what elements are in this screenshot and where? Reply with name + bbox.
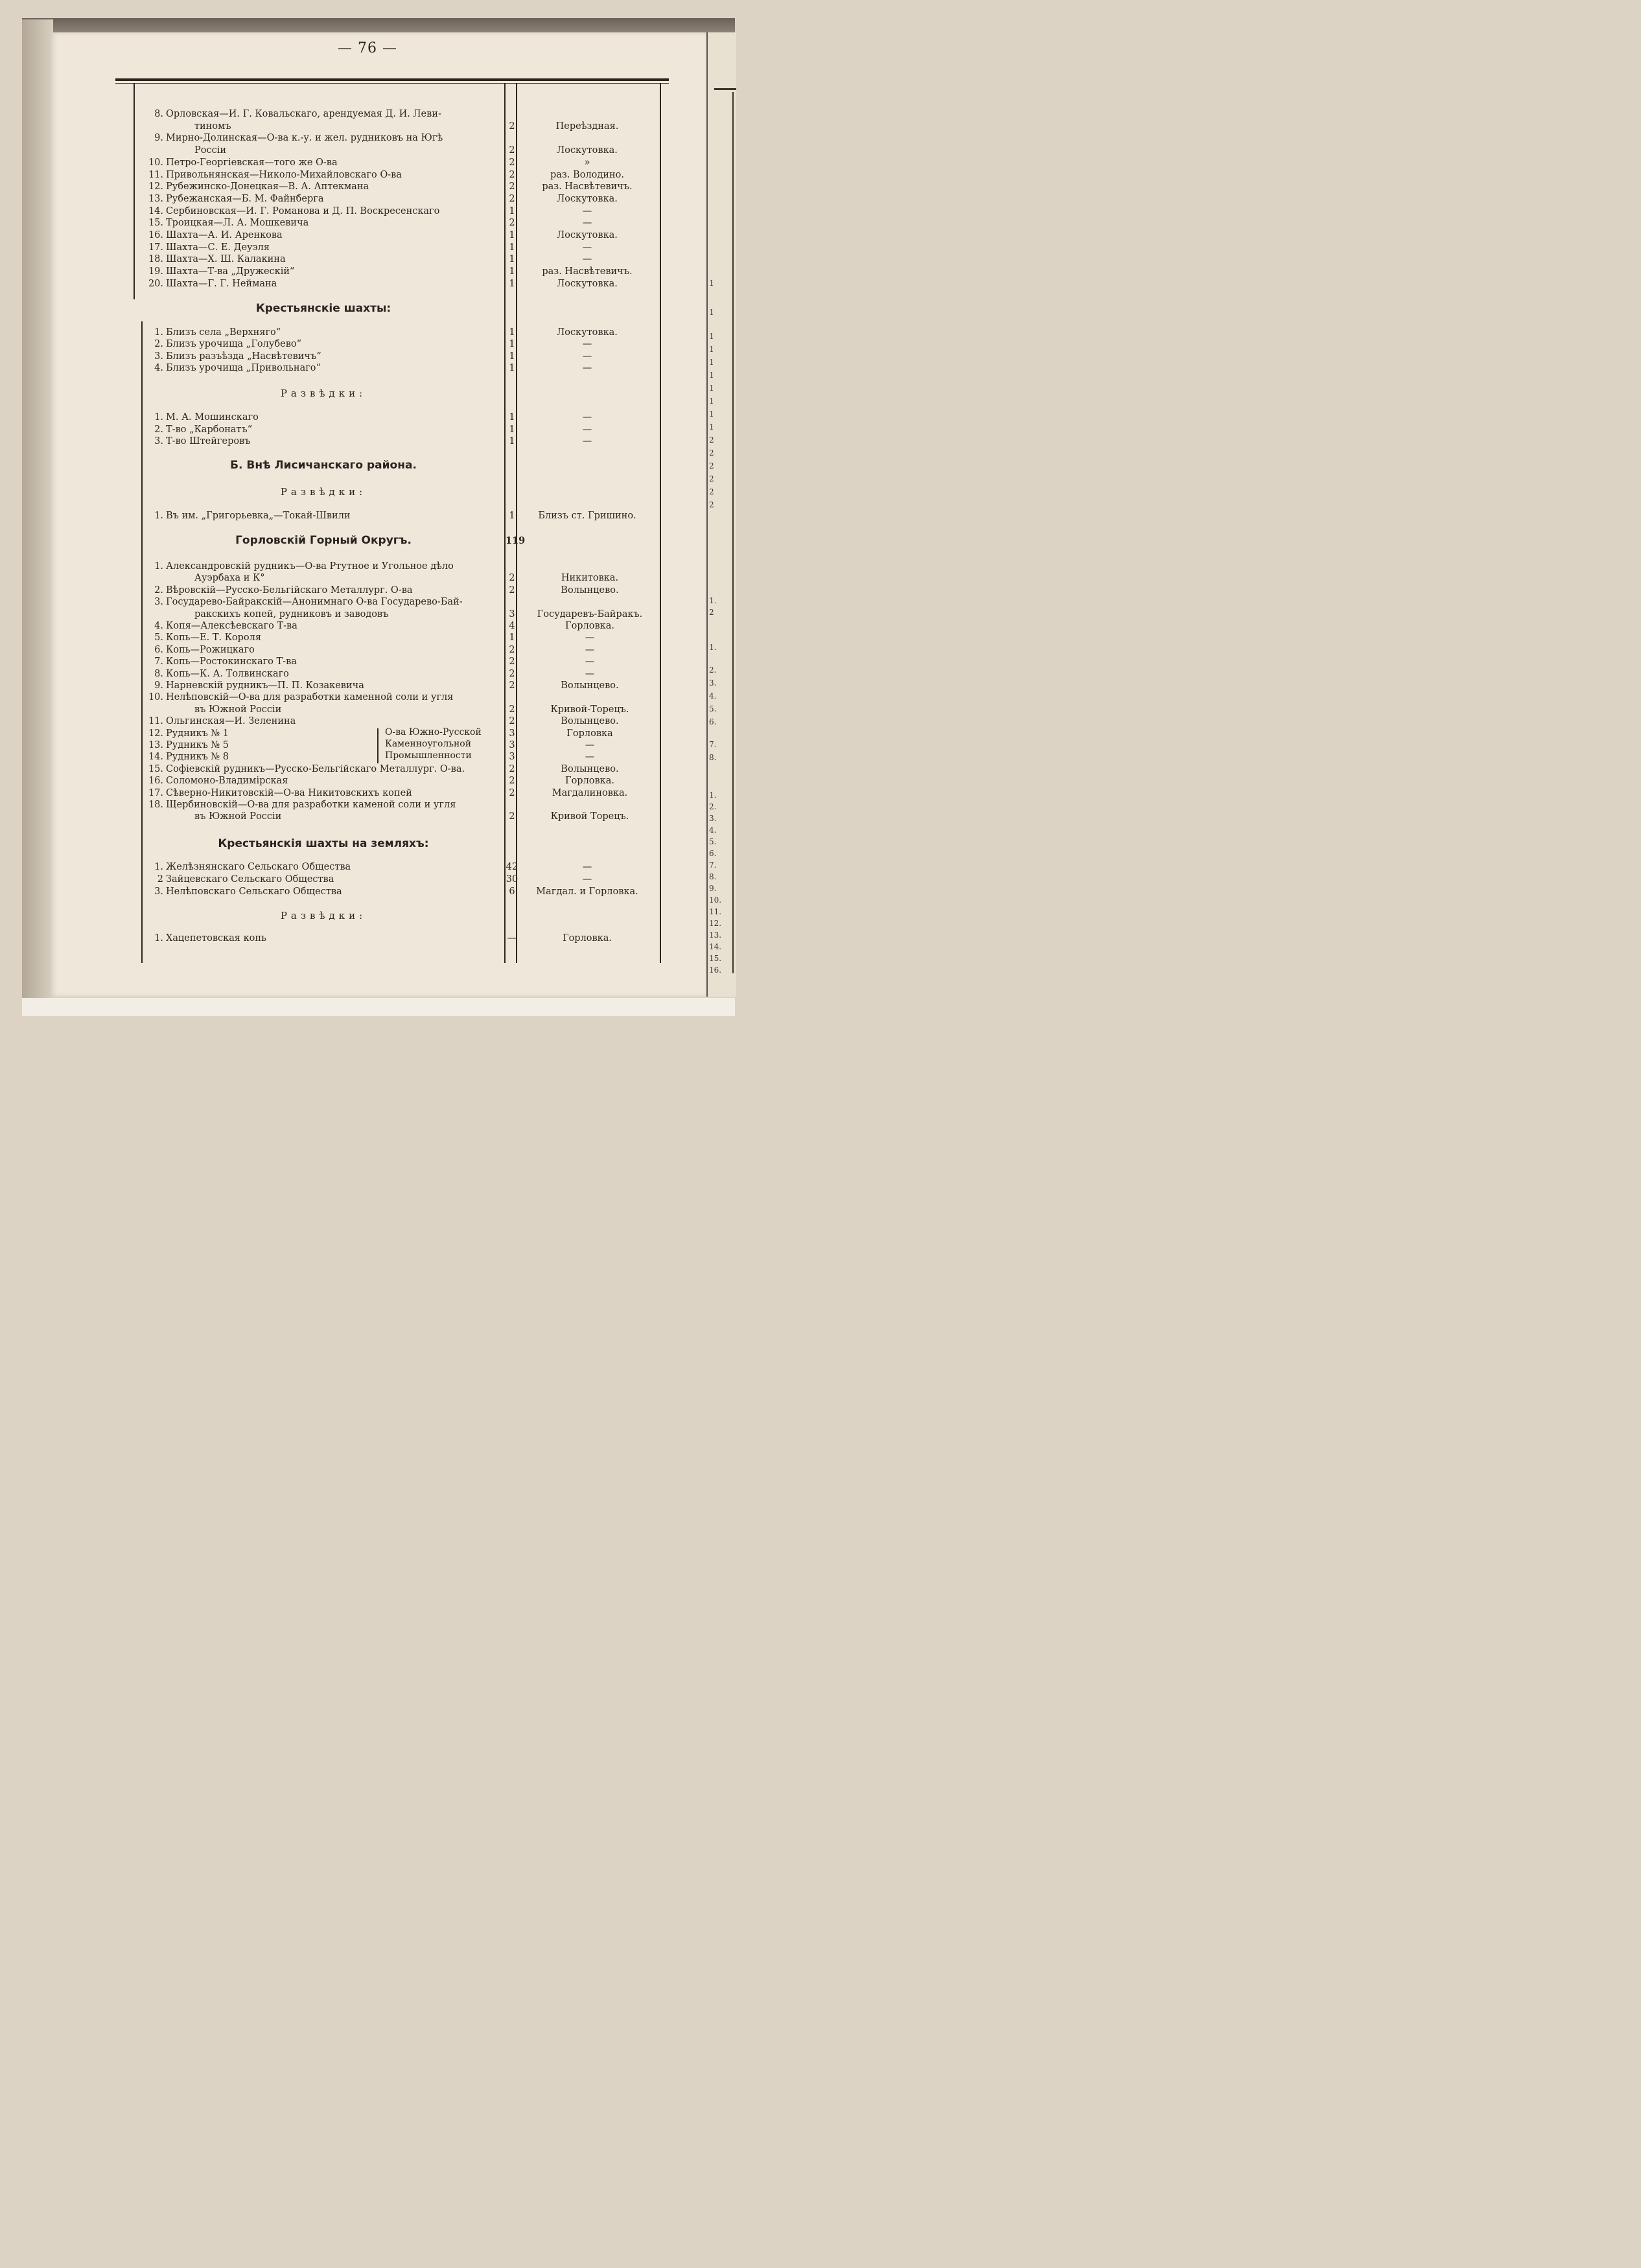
- row-count: 2: [509, 716, 515, 727]
- row-count: 2: [509, 811, 515, 822]
- row-location: Горловка.: [564, 776, 615, 787]
- row-name: М. А. Мошинскаго: [166, 412, 259, 422]
- table-row-values: [0, 874, 735, 886]
- row-name: Копь—Рожицкаго: [166, 644, 255, 655]
- row-number: 18.: [148, 254, 163, 265]
- row-count: 1: [509, 362, 515, 373]
- adjacent-page-number: 11.: [709, 907, 722, 916]
- row-name: Рубежанская—Б. М. Файнберга: [166, 193, 324, 204]
- adjacent-page-number: 3.: [709, 814, 717, 823]
- row-number: 18.: [148, 800, 163, 810]
- section-heading-peasant-mines: Крестьянскіе шахты:: [255, 302, 391, 315]
- row-name: Шахта—Х. Ш. Калакина: [166, 254, 286, 265]
- table-row-values: [0, 680, 735, 693]
- row-location: Волынцево.: [561, 763, 619, 774]
- row-count: 2: [509, 584, 515, 596]
- row-name: Копь—Е. Т. Короля: [166, 632, 262, 643]
- table-row-values: [0, 645, 735, 657]
- row-location: Лоскутовка.: [557, 230, 618, 240]
- page-number: — 76 —: [338, 40, 397, 56]
- row-number: 16.: [148, 230, 163, 240]
- row-name: Близъ урочища „Голубево“: [166, 339, 302, 350]
- adjacent-page-number: 8.: [709, 872, 717, 881]
- bracket-label: Каменноугольной: [385, 739, 472, 749]
- row-name: Шахта—Т-ва „Дружескій“: [166, 266, 295, 277]
- row-name: Сербиновская—И. Г. Романова и Д. П. Воскресенскаго: [166, 205, 440, 216]
- row-location: Государевъ-Байракъ.: [537, 608, 643, 619]
- table-row-values: [0, 339, 735, 351]
- row-number: 7.: [154, 656, 163, 667]
- adjacent-page-number: 1.: [709, 596, 717, 605]
- table-row-values: [0, 656, 735, 669]
- adjacent-page-number: 6.: [709, 717, 717, 726]
- bracket-label: Промышленности: [385, 750, 472, 761]
- row-location: —: [585, 740, 595, 750]
- row-location: Переѣздная.: [555, 121, 619, 132]
- table-row-values: [0, 585, 735, 597]
- row-count: 2: [509, 763, 515, 774]
- row-count: 1: [509, 254, 515, 265]
- row-location: —: [582, 436, 592, 446]
- table-row-values: [0, 121, 735, 133]
- row-name: Т-во Штейгеровъ: [166, 436, 251, 446]
- table-row-values: [0, 424, 735, 437]
- row-location: Горловка.: [562, 933, 612, 943]
- table-row-values: [0, 764, 735, 776]
- row-location: —: [582, 242, 592, 253]
- row-location: —: [582, 254, 592, 265]
- row-location: Лоскутовка.: [557, 278, 618, 289]
- row-number: 10.: [148, 157, 163, 168]
- table-row-values: [0, 669, 735, 681]
- table-row-values: [0, 716, 735, 728]
- row-location: —: [585, 644, 595, 655]
- row-count: 2: [509, 704, 515, 715]
- top-rule-thin: [115, 83, 669, 84]
- row-count: 2: [509, 121, 515, 132]
- table-row-values: [0, 704, 735, 717]
- row-number: 19.: [148, 266, 163, 277]
- row-number: 12.: [148, 181, 163, 192]
- row-number: 11.: [148, 716, 163, 727]
- table-row-values: [0, 788, 735, 800]
- row-count: 1: [509, 278, 515, 289]
- adjacent-page-number: 1: [709, 279, 714, 288]
- row-location: —: [582, 362, 592, 373]
- row-count: 3: [509, 608, 515, 619]
- row-location: —: [582, 874, 592, 885]
- table-row-values: [0, 351, 735, 364]
- table-row-values: [0, 609, 735, 621]
- table-row-values: [0, 279, 735, 291]
- row-count: 2: [509, 193, 515, 204]
- table-row-values: [0, 194, 735, 206]
- row-number: 12.: [148, 728, 163, 739]
- adjacent-page-number: 1: [709, 345, 714, 354]
- row-number: 4.: [154, 362, 163, 373]
- table-row-values: [0, 157, 735, 170]
- row-name: Копь—К. А. Толвинскаго: [166, 668, 289, 679]
- row-name: Рудникъ № 5: [166, 740, 229, 750]
- table-row-values: [0, 776, 735, 788]
- row-location: раз. Насвѣтевичъ.: [542, 266, 633, 277]
- row-name: Зайцевскаго Сельскаго Общества: [166, 874, 334, 885]
- row-name: Софіевскій рудникъ—Русско-Бельгійскаго Металлург. О-ва.: [166, 763, 465, 774]
- row-location: —: [582, 412, 592, 422]
- row-location: раз. Насвѣтевичъ.: [542, 181, 633, 192]
- row-location: Близъ ст. Гришино.: [538, 511, 636, 521]
- row-location: Кривой-Торецъ.: [550, 704, 629, 715]
- adjacent-page-number: 3.: [709, 678, 717, 688]
- adjacent-page-number: 2: [709, 448, 714, 457]
- row-number: 13.: [148, 193, 163, 204]
- row-name: Рудникъ № 1: [166, 728, 229, 739]
- row-location: Волынцево.: [561, 716, 619, 727]
- row-number: 5.: [154, 632, 163, 643]
- adjacent-page-number: 14.: [709, 942, 722, 951]
- table-row-values: [0, 242, 735, 255]
- top-rule: [115, 78, 669, 81]
- row-number: 6.: [154, 644, 163, 655]
- row-count: 2: [509, 181, 515, 192]
- adjacent-page-number: 16.: [709, 966, 722, 975]
- row-name: Желѣзнянскаго Сельскаго Общества: [166, 862, 351, 872]
- row-number: 2.: [154, 584, 163, 596]
- row-count: 1: [509, 351, 515, 362]
- row-number: 14.: [148, 752, 163, 763]
- table-row: [0, 800, 735, 812]
- row-location: —: [582, 205, 592, 216]
- section-heading-outside-district: Б. Внѣ Лисичанскаго района.: [230, 459, 417, 472]
- row-name: Вѣровскій—Русско-Бельгійскаго Металлург. О-ва: [166, 584, 413, 596]
- row-name: Александровскій рудникъ—О-ва Ртутное и Угольное дѣло: [166, 561, 454, 572]
- adjacent-page-number: 2: [709, 461, 714, 470]
- row-count: 1: [509, 327, 515, 338]
- row-number: 1.: [154, 862, 163, 872]
- row-number: 9.: [154, 133, 163, 144]
- table-row-values: [0, 886, 735, 899]
- row-count: 2: [509, 680, 515, 691]
- adjacent-page-number: 5.: [709, 704, 717, 713]
- row-location: Никитовка.: [561, 573, 619, 584]
- adjacent-page-number: 2: [709, 500, 714, 509]
- row-name: Мирно-Долинская—О-ва к.-у. и жел. рудниковъ на Югѣ: [166, 133, 443, 144]
- table-row-values: [0, 573, 735, 585]
- row-location: Горловка: [566, 728, 613, 739]
- row-name: Орловская—И. Г. Ковальскаго, арендуемая Д. И. Леви-: [166, 109, 441, 119]
- row-count: 2: [509, 668, 515, 679]
- row-count: 1: [509, 436, 515, 446]
- row-number: 3.: [154, 597, 163, 608]
- row-count: 3: [509, 728, 515, 739]
- table-row-values: [0, 230, 735, 242]
- row-number: 3.: [154, 436, 163, 446]
- row-name: Нелѣповскаго Сельскаго Общества: [166, 886, 342, 897]
- row-number: 14.: [148, 205, 163, 216]
- row-location: раз. Володино.: [550, 169, 624, 180]
- table-row-values: [0, 740, 735, 752]
- table-row-values: [0, 632, 735, 645]
- row-location: Кривой Торецъ.: [550, 811, 629, 822]
- row-number: 1.: [154, 327, 163, 338]
- row-location: —: [585, 668, 595, 679]
- adjacent-page-number: 2: [709, 608, 714, 617]
- table-row: [0, 597, 735, 609]
- adjacent-page-number: 1: [709, 371, 714, 380]
- adjacent-page-number: 4.: [709, 691, 717, 700]
- row-number: 10.: [148, 692, 163, 703]
- row-name: Шахта—С. Е. Деуэля: [166, 242, 270, 253]
- row-number: 2.: [154, 339, 163, 350]
- adjacent-page-number: 12.: [709, 919, 722, 928]
- bracket-line: [377, 728, 378, 763]
- adjacent-page-number: 2.: [709, 665, 717, 675]
- row-count: 3: [509, 752, 515, 763]
- row-location: Лоскутовка.: [557, 145, 618, 156]
- row-location: —: [582, 218, 592, 229]
- section-heading-outside-razvedki: Развѣдки:: [280, 486, 367, 498]
- row-location: —: [582, 351, 592, 362]
- row-name: Близъ разъѣзда „Насвѣтевичъ“: [166, 351, 321, 362]
- row-name: Щербиновскій—О-ва для разработки каменой соли и угля: [166, 800, 456, 810]
- row-count: 1: [509, 266, 515, 277]
- bracket-label: О-ва Южно-Русской: [385, 727, 482, 737]
- row-number: 8.: [154, 668, 163, 679]
- row-count: 1: [509, 412, 515, 422]
- row-name-continuation: въ Южной Россіи: [194, 811, 282, 822]
- row-count: 2: [509, 573, 515, 584]
- adjacent-page-number: 6.: [709, 849, 717, 858]
- table-row-values: [0, 181, 735, 194]
- row-name: Копя—Алексѣевскаго Т-ва: [166, 621, 297, 631]
- row-name: Государево-Байракскій—Анонимнаго О-ва Государево-Бай-: [166, 597, 463, 608]
- row-count: 2: [509, 776, 515, 787]
- row-name: Петро-Георгіевская—того же О-ва: [166, 157, 338, 168]
- row-name: Копь—Ростокинскаго Т-ва: [166, 656, 297, 667]
- row-name: Шахта—А. И. Аренкова: [166, 230, 283, 240]
- row-number: 2.: [154, 424, 163, 435]
- row-name: Привольнянская—Николо-Михайловскаго О-ва: [166, 169, 402, 180]
- row-number: 1.: [154, 561, 163, 572]
- row-location: Магдалиновка.: [552, 787, 628, 798]
- row-number: 3.: [154, 886, 163, 897]
- row-number: 4.: [154, 621, 163, 631]
- adjacent-page-number: 7.: [709, 740, 717, 749]
- row-number: 1.: [154, 412, 163, 422]
- adjacent-page-number: 7.: [709, 861, 717, 870]
- row-count: 1: [509, 511, 515, 521]
- row-count: 4: [509, 621, 515, 631]
- row-name: Нелѣповскій—О-ва для разработки каменной соли и угля: [166, 692, 454, 703]
- row-number: 9.: [154, 680, 163, 691]
- adjacent-page-number: 2: [709, 435, 714, 445]
- row-count: 2: [509, 169, 515, 180]
- table-row-values: [0, 412, 735, 424]
- row-name: Рубежинско-Донецкая—В. А. Аптекмана: [166, 181, 369, 192]
- adjacent-page-number: 8.: [709, 753, 717, 762]
- row-count: 1: [509, 632, 515, 643]
- row-name: Рудникъ № 8: [166, 752, 229, 763]
- row-number: 15.: [148, 218, 163, 229]
- table-row: [0, 561, 735, 573]
- row-location: Волынцево.: [561, 680, 619, 691]
- row-name-continuation: Ауэрбаха и К°: [194, 573, 265, 584]
- row-count: 2: [509, 644, 515, 655]
- row-name: Троицкая—Л. А. Мошкевича: [166, 218, 309, 229]
- table-row-values: [0, 862, 735, 874]
- adjacent-page-number: 1: [709, 358, 714, 367]
- table-row-values: [0, 436, 735, 448]
- row-name: Близъ села „Верхняго“: [166, 327, 281, 338]
- table-row-values: [0, 327, 735, 340]
- row-name: Ольгинская—И. Зеленина: [166, 716, 296, 727]
- row-name: Нарневскій рудникъ—П. П. Козакевича: [166, 680, 364, 691]
- row-name-continuation: Россіи: [194, 145, 227, 156]
- section-heading-gorlovka-peasant: Крестьянскія шахты на земляхъ:: [218, 837, 429, 850]
- row-name-continuation: въ Южной Россіи: [194, 704, 282, 715]
- table-row-values: [0, 752, 735, 764]
- row-count: 1: [509, 339, 515, 350]
- row-count: 42: [506, 862, 518, 872]
- row-count: 2: [509, 157, 515, 168]
- row-name: Въ им. „Григорьевка„—Токай-Швили: [166, 511, 351, 521]
- adjacent-page-number: 2: [709, 487, 714, 496]
- row-location: —: [585, 656, 595, 667]
- section-heading-gorlovka-district: Горловскій Горный Округъ.: [235, 534, 412, 547]
- table-row: [0, 692, 735, 704]
- row-count: 1: [509, 205, 515, 216]
- row-name: Близъ урочища „Привольнаго“: [166, 362, 321, 373]
- row-location: —: [585, 632, 595, 643]
- row-name: Хацепетовская копь: [166, 933, 266, 943]
- table-row-values: [0, 933, 735, 945]
- row-location: —: [582, 424, 592, 435]
- row-count: 30: [506, 874, 518, 885]
- table-row-values: [0, 363, 735, 375]
- table-row-values: [0, 206, 735, 218]
- row-count: —: [507, 933, 517, 943]
- adjacent-page-number: 1: [709, 332, 714, 341]
- table-row-values: [0, 170, 735, 182]
- section-heading-gorlovka-razvedki: Развѣдки:: [280, 910, 367, 921]
- row-name: Сѣверно-Никитовскій—О-ва Никитовскихъ копей: [166, 787, 412, 798]
- adjacent-page-number: 1.: [709, 791, 717, 800]
- row-location: Лоскутовка.: [557, 193, 618, 204]
- row-count: 2: [509, 145, 515, 156]
- adjacent-page-number: 15.: [709, 954, 722, 963]
- row-count: 6: [509, 886, 515, 897]
- row-location: —: [585, 752, 595, 763]
- scan-margin: [22, 998, 735, 1016]
- adjacent-page-number: 10.: [709, 896, 722, 905]
- adjacent-page-number: 4.: [709, 826, 717, 835]
- adjacent-page-number: 1: [709, 397, 714, 406]
- adjacent-page-number: 13.: [709, 931, 722, 940]
- row-name-continuation: ракскихъ копей, рудниковъ и заводовъ: [194, 608, 389, 619]
- table-row-values: [0, 728, 735, 741]
- row-location: —: [582, 339, 592, 350]
- adjacent-page-number: 1: [709, 410, 714, 419]
- adjacent-page-number: 1: [709, 308, 714, 317]
- adjacent-page-number: 5.: [709, 837, 717, 846]
- adjacent-page-number: 1: [709, 384, 714, 393]
- row-number: 11.: [148, 169, 163, 180]
- row-name-continuation: тиномъ: [194, 121, 231, 132]
- table-row: [0, 133, 735, 145]
- row-number: 16.: [148, 776, 163, 787]
- table-row-values: [0, 218, 735, 230]
- adjacent-page-number: 9.: [709, 884, 717, 893]
- row-number: 15.: [148, 763, 163, 774]
- table-row-values: [0, 266, 735, 279]
- row-count: 2: [509, 218, 515, 229]
- row-location: —: [582, 862, 592, 872]
- row-number: 2: [157, 874, 163, 885]
- row-number: 3.: [154, 351, 163, 362]
- row-location: Магдал. и Горловка.: [536, 886, 638, 897]
- table-row-values: [0, 811, 735, 824]
- row-number: 8.: [154, 109, 163, 119]
- row-number: 1.: [154, 933, 163, 943]
- table-row-values: [0, 511, 735, 523]
- section-heading-razvedki: Развѣдки:: [280, 388, 367, 399]
- row-number: 17.: [148, 787, 163, 798]
- adjacent-page-rule: [714, 88, 736, 90]
- table-row-values: [0, 254, 735, 266]
- row-number: 13.: [148, 740, 163, 750]
- row-count: 1: [509, 242, 515, 253]
- row-number: 1.: [154, 511, 163, 521]
- row-name: Шахта—Г. Г. Неймана: [166, 278, 277, 289]
- book-cover-edge: [22, 18, 735, 32]
- table-row-values: [0, 145, 735, 157]
- row-count: 3: [509, 740, 515, 750]
- adjacent-page-number: 1.: [709, 643, 717, 652]
- row-name: Т-во „Карбонатъ“: [166, 424, 253, 435]
- row-location: Волынцево.: [561, 584, 619, 596]
- row-count: 2: [509, 787, 515, 798]
- gorlovka-total: 119: [506, 535, 526, 546]
- row-location: Лоскутовка.: [557, 327, 618, 338]
- row-number: 20.: [148, 278, 163, 289]
- adjacent-page-number: 1: [709, 422, 714, 432]
- table-row: [0, 109, 735, 121]
- row-location: Горловка.: [564, 621, 615, 631]
- row-name: Соломоно-Владимірская: [166, 776, 288, 787]
- gorlovka-total-row: [0, 535, 735, 548]
- adjacent-page-number: 2.: [709, 802, 717, 811]
- row-count: 2: [509, 656, 515, 667]
- row-count: 1: [509, 230, 515, 240]
- row-count: 1: [509, 424, 515, 435]
- table-row-values: [0, 621, 735, 633]
- row-location: »: [584, 157, 590, 168]
- row-number: 17.: [148, 242, 163, 253]
- adjacent-page-number: 2: [709, 474, 714, 483]
